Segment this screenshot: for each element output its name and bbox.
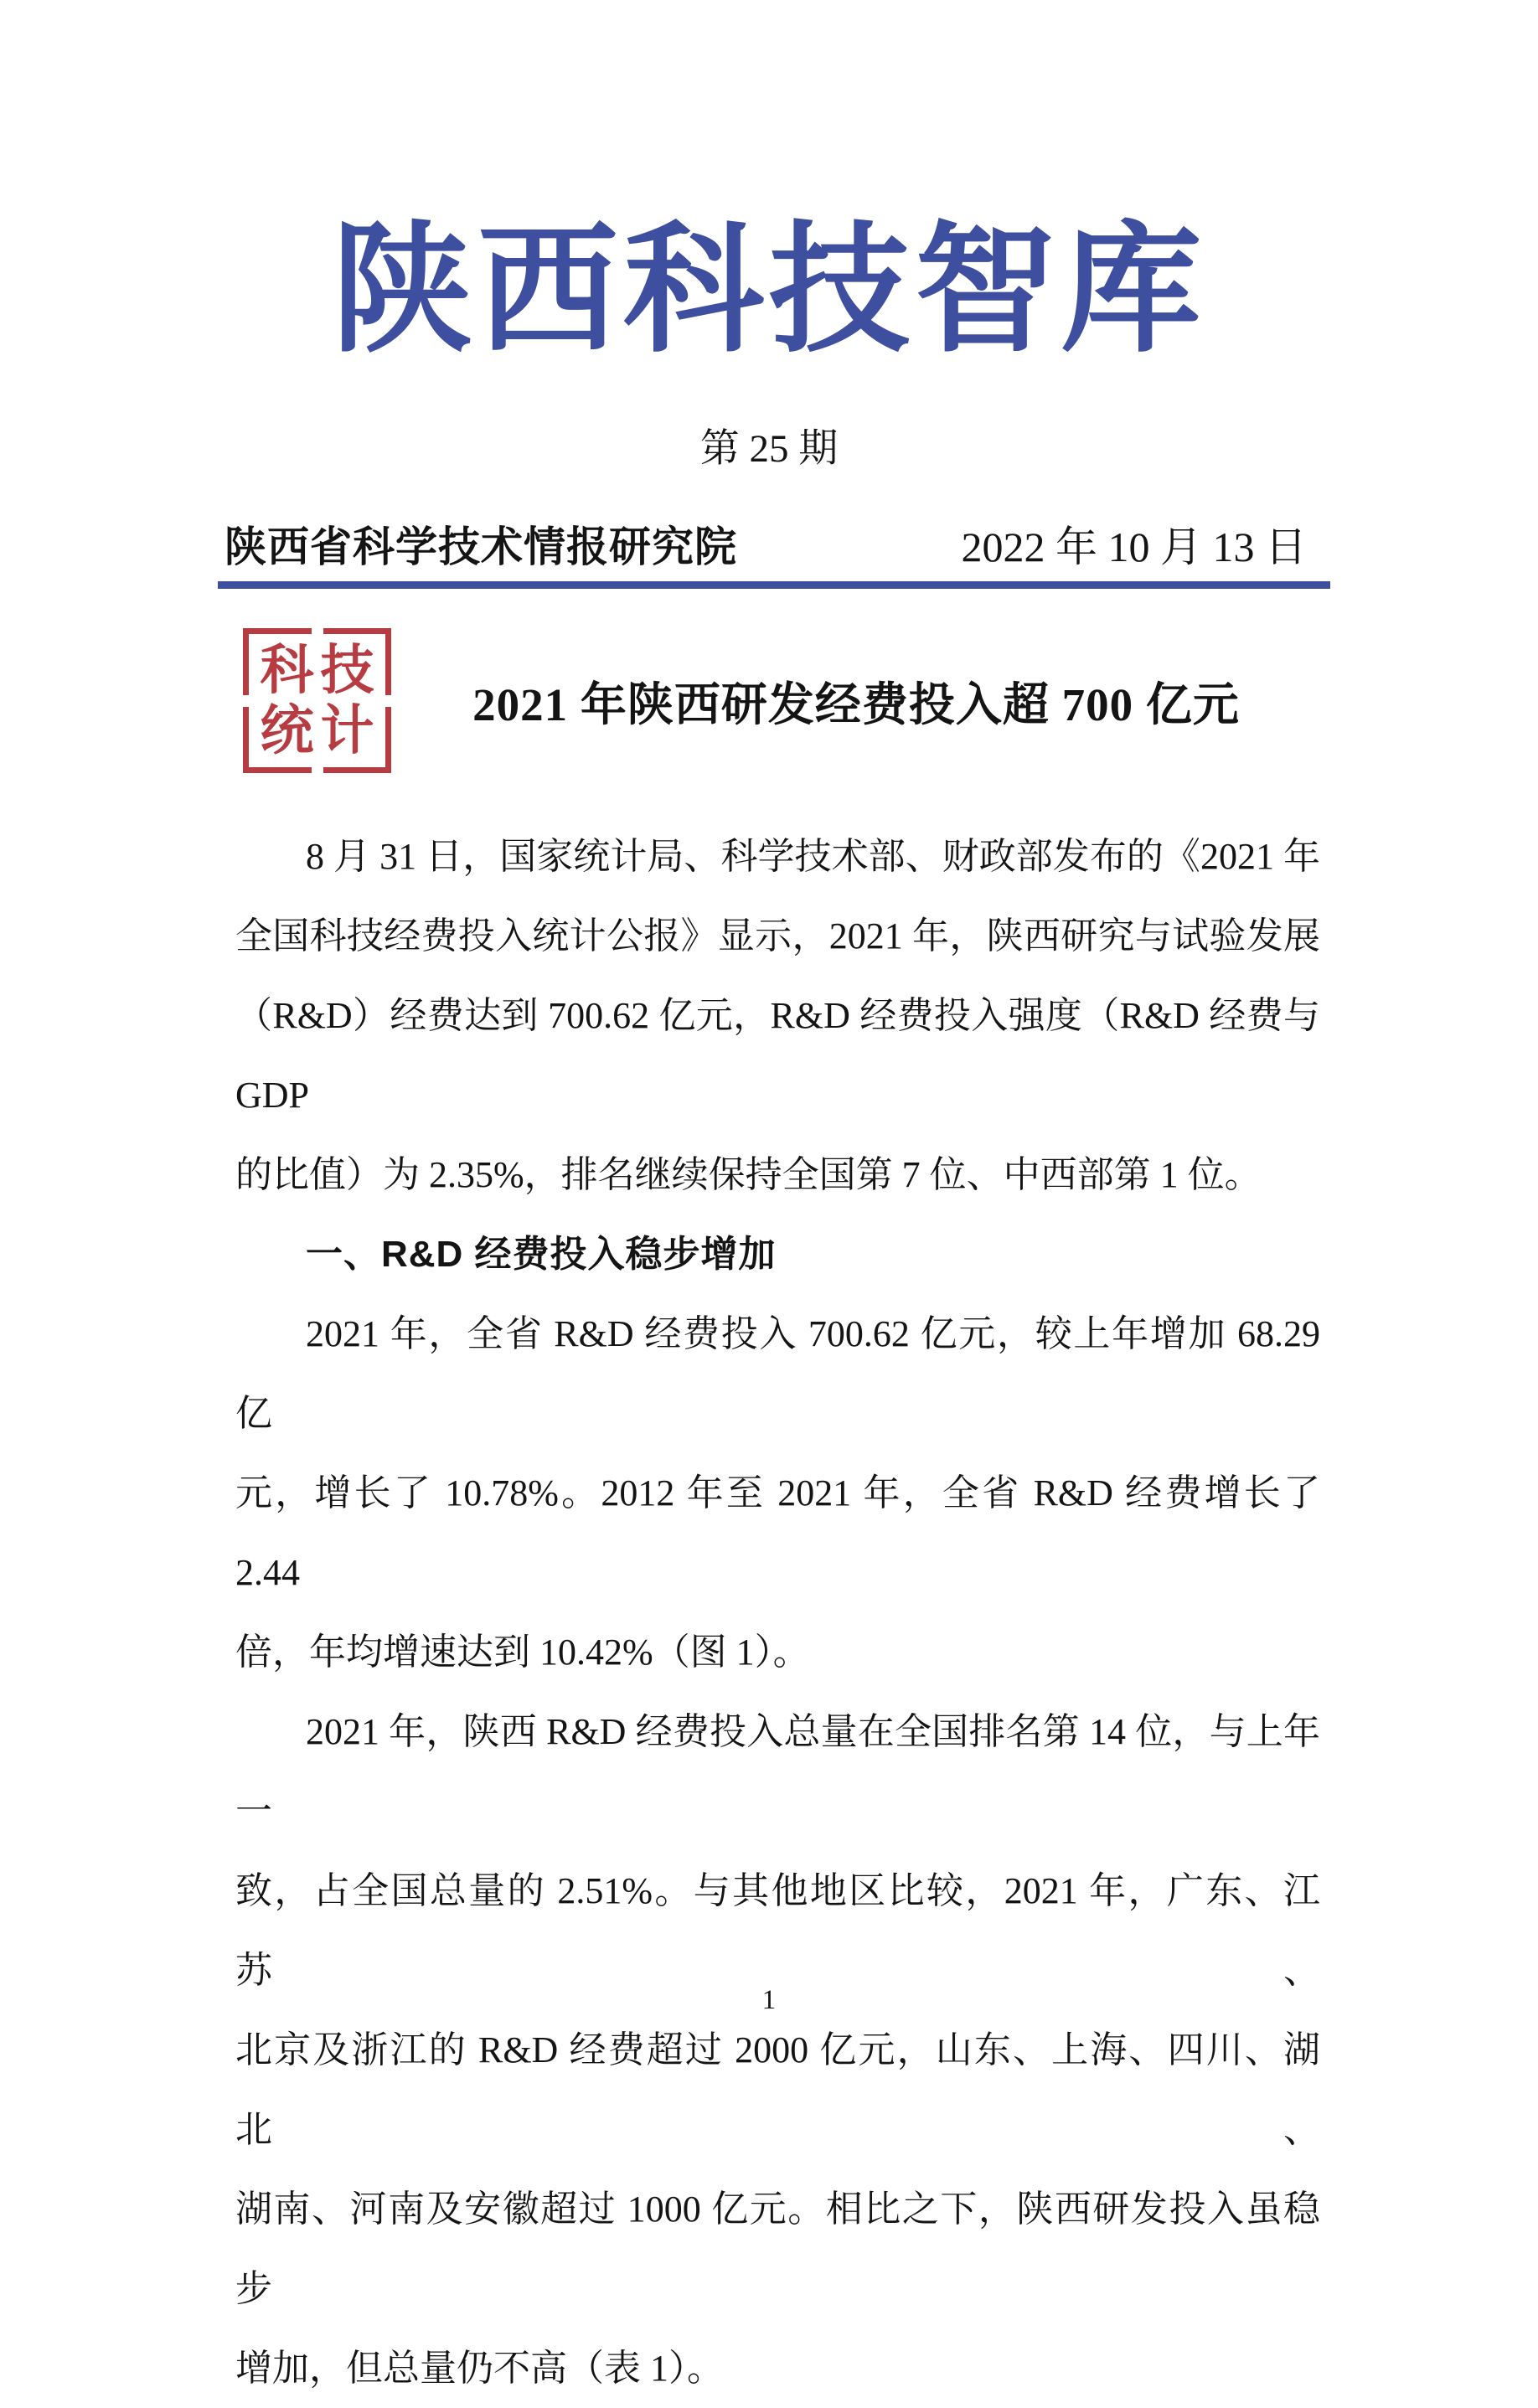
header-divider-line	[218, 581, 1330, 589]
page-number: 1	[761, 1985, 777, 2015]
publication-info-row	[225, 523, 1307, 571]
publish-date: 2022 年 10 月 13 日	[961, 523, 1307, 570]
body-line: 全国科技经费投入统计公报》显示，2021 年，陕西研究与试验发展	[235, 915, 1320, 956]
body-line: 倍，年均增速达到 10.42%（图 1）。	[235, 1632, 810, 1673]
body-line: 2021 年，全省 R&D 经费投入 700.62 亿元，较上年增加 68.29 亿	[235, 1313, 1320, 1434]
article-body	[235, 817, 1320, 2408]
body-line: 2021 年，陕西 R&D 经费投入总量在全国排名第 14 位，与上年一	[235, 1711, 1320, 1832]
issue-label: 第 25 期	[699, 427, 839, 471]
article-title-area	[391, 628, 1321, 773]
stamp-border-notch-right	[385, 695, 391, 707]
masthead-title: 陕西科技智库	[332, 206, 1206, 372]
section-heading: 一、R&D 经费投入稳步增加	[306, 1234, 777, 1275]
stamp-text-row1: 科技	[260, 640, 381, 700]
article-title: 2021 年陕西研发经费投入超 700 亿元	[472, 679, 1240, 730]
body-line: 8 月 31 日，国家统计局、科学技术部、财政部发布的《2021 年	[306, 836, 1320, 877]
stamp-border-notch-top	[312, 628, 323, 634]
body-line: 致，占全国总量的 2.51%。与其他地区比较，2021 年，广东、江苏、	[235, 1870, 1320, 1991]
body-line: 北京及浙江的 R&D 经费超过 2000 亿元，山东、上海、四川、湖北、	[235, 2029, 1320, 2150]
stamp-border-notch-bottom	[312, 767, 323, 773]
body-line: （R&D）经费达到 700.62 亿元，R&D 经费投入强度（R&D 经费与 GDP	[235, 995, 1320, 1116]
body-line: 湖南、河南及安徽超过 1000 亿元。相比之下，陕西研发投入虽稳步	[235, 2189, 1320, 2309]
stamp-border-notch-left	[243, 695, 249, 707]
body-line: 元，增长了 10.78%。2012 年至 2021 年，全省 R&D 经费增长了 2.44	[235, 1472, 1320, 1593]
body-line: 增加，但总量仍不高（表 1）。	[235, 2348, 724, 2389]
keji-tongji-stamp	[243, 628, 391, 773]
stamp-text-row2: 统计	[260, 700, 381, 761]
institution-name: 陕西省科学技术情报研究院	[225, 523, 737, 570]
body-line: 的比值）为 2.35%，排名继续保持全国第 7 位、中西部第 1 位。	[235, 1154, 1262, 1195]
